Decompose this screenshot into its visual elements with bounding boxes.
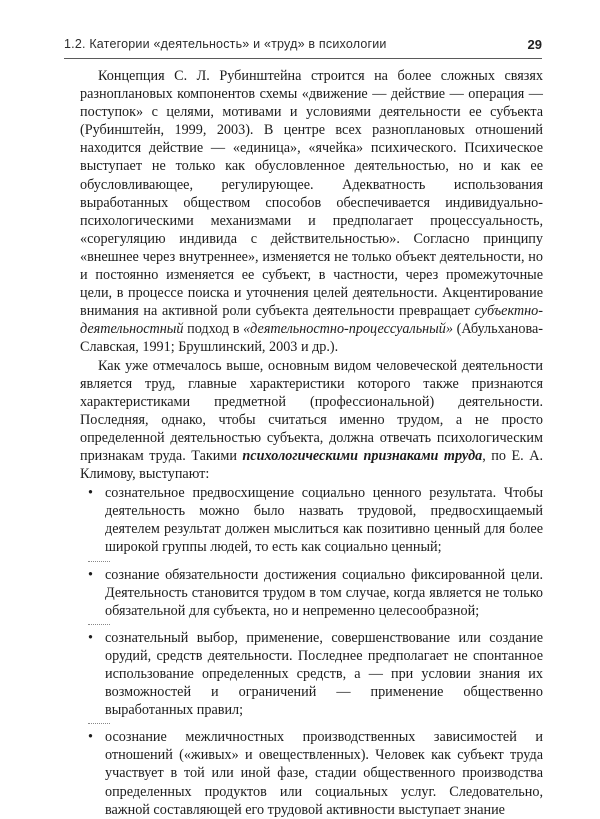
list-separator — [88, 561, 110, 562]
running-head — [64, 30, 542, 59]
list-item-text: сознательное предвосхищение социально ценного результата. Чтобы деятельность можно было назвать трудовой, предвосхищаемый деятелем результат должен мыслиться как позитивно ценный для более широкой группы людей, то есть как социально ценный; — [105, 485, 543, 556]
paragraph-labor-signs — [80, 357, 543, 484]
page-number: 29 — [527, 36, 542, 52]
labor-signs-list — [80, 484, 543, 819]
bullet-icon: • — [88, 729, 93, 746]
bullet-icon: • — [88, 485, 93, 502]
bullet-icon: • — [88, 629, 93, 646]
list-item-text: сознательный выбор, применение, совершенствование или создание орудий, средств деятельности. Последнее предполагает не спонтанное использование определенных средств, а — при условии знания их возможностей и ограничений — применение общественно выработанных правил; — [105, 629, 543, 719]
running-title: 1.2. Категории «деятельность» и «труд» в психологии — [64, 37, 387, 51]
body-text — [80, 67, 543, 819]
list-separator — [88, 723, 110, 724]
italic-term: «деятельностно-процессуальный» — [243, 321, 453, 338]
paragraph-text: (Абульханова-Славская, 1991; Брушлинский, 2003 и др.). — [80, 321, 543, 356]
list-item — [80, 728, 543, 818]
list-item-text: осознание межличностных производственных зависимостей и отношений («живых» и овеществленных). Человек как субъект труда участвует в той или иной фазе, стадии общественного производства определенных продуктов или социальных услуг. Следовательно, важной составляющей его трудовой активности выступает знание — [105, 729, 543, 818]
list-item — [80, 484, 543, 556]
list-item — [80, 629, 543, 719]
bold-italic-term: психологическими признаками труда — [242, 447, 483, 464]
list-item — [80, 566, 543, 620]
paragraph-rubinstein-concept — [80, 67, 543, 357]
italic-term: субъектно-деятельностный — [80, 303, 543, 338]
paragraph-text: Концепция С. Л. Рубинштейна строится на более сложных связях разноплановых компонентов схемы «движение — действие — операция — поступок» с целями, мотивами и условиями деятельности ее субъекта (Рубинштейн, 1999, 2003). В центре всех разноплановых отношений находится действие — «единица», «ячейка» психического. Психическое выступает не только как обусловленное деятельностью, но и как ее обусловливающее, регулирующее. Адекватность использования выработанных обществом способов обеспечивается индивидуально-психологическими механизмами и предполагает процессуальность, «сорегуляцию индивида с действительностью». Согласно принципу «внешнее через внутреннее», изменяется не только объект деятельности, но и постоянно изменяется ее субъект, в частности, через промежуточные цели, в процессе поиска и уточнения целей деятельности. Акцентирование внимания на активной роли субъекта деятельности превращает — [80, 68, 543, 320]
list-separator — [88, 624, 110, 625]
paragraph-text: , по Е. А. Климову, выступают: — [80, 447, 543, 483]
paragraph-text: Как уже отмечалось выше, основным видом человеческой деятельности является труд, главные характеристики которого также признаются характеристиками предметной (профессиональной) деятельности. Последняя, однако, чтобы считаться именно трудом, а не просто определенной деятельностью субъекта, должна отвечать психологическим признакам труда. Такими — [80, 357, 543, 464]
paragraph-text: подход в — [183, 321, 244, 338]
list-item-text: сознание обязательности достижения социально фиксированной цели. Деятельность становится трудом в том случае, когда является не только обязательной для субъекта, но и непременно целесообразной; — [105, 566, 543, 619]
bullet-icon: • — [88, 566, 93, 583]
